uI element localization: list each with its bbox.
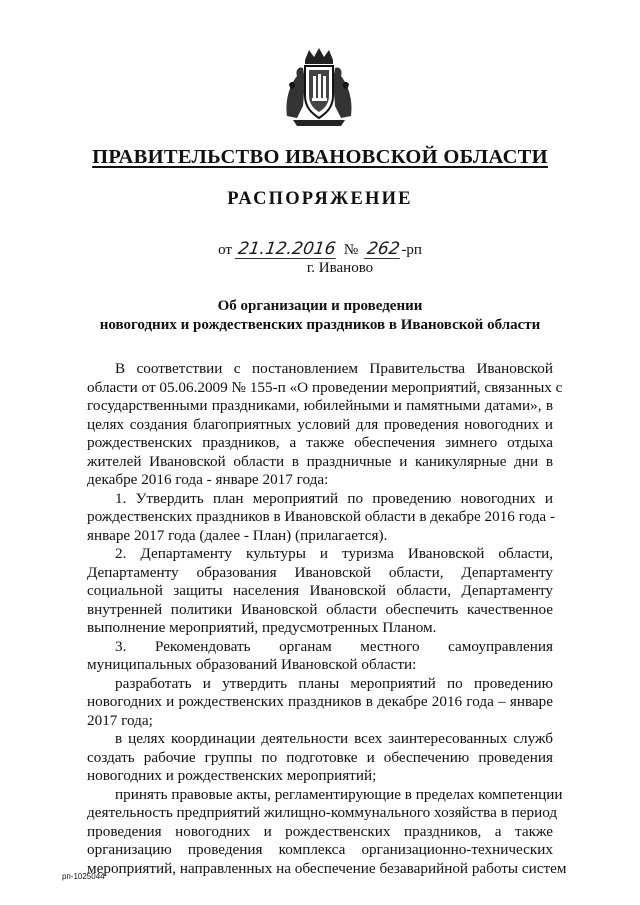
body-text [87,360,567,878]
handwritten-number: 262 [365,239,401,259]
body-line: целях создания благоприятных условий для проведения новогодних и [87,415,553,433]
body-line: декабре 2016 года - январе 2017 года: [87,471,329,488]
body-line: выполнение мероприятий, предусмотренных Планом. [87,619,437,636]
number-suffix: -рп [401,242,422,258]
body-line: социальной защиты населения Ивановской области, Департаменту [87,582,553,599]
body-line: январе 2017 года (далее - План) (прилагается). [87,526,388,544]
body-line: области от 05.06.2009 № 155-п «О проведении мероприятий, связанных с [87,378,563,396]
body-line: в целях координации деятельности всех заинтересованных служб [115,730,553,747]
body-line: новогодних и рождественских праздников в декабре 2016 года – январе [87,693,553,710]
date-number-line [0,241,640,259]
coat-of-arms-emblem [283,46,355,128]
city-line: г. Иваново [306,260,374,276]
body-line: 1. Утвердить план мероприятий по проведению новогодних и [115,489,553,507]
body-line: принять правовые акты, регламентирующие в пределах компетенции [115,785,563,803]
document-type: РАСПОРЯЖЕНИЕ [227,189,413,209]
body-line: мероприятий, направленных на обеспечение безаварийной работы систем [87,859,567,877]
body-line: проведения новогодних и рождественских праздников, а также [87,822,553,840]
handwritten-date: 21.12.2016 [236,239,337,259]
body-line: рождественских праздников, а также обеспечения зимнего отдыха [87,434,553,451]
body-line: новогодних и рождественских мероприятий; [87,767,377,784]
body-line: государственными праздниками, юбилейными и памятными датами», в [87,397,553,414]
body-line: разработать и утвердить планы мероприятий по проведению [115,674,553,692]
body-line: 2. Департаменту культуры и туризма Ивановской области, [115,545,553,562]
body-line: В соответствии с постановлением Правительства Ивановской [115,360,553,377]
body-line: рождественских праздников в Ивановской области в декабре 2016 года - [87,508,556,525]
number-sign: № [343,242,359,258]
date-prefix: от [218,242,232,258]
body-line: внутренней политики Ивановской области обеспечить качественное [87,600,553,618]
org-title [0,146,640,169]
document-subject [0,297,640,335]
body-line: организацию проведения комплекса организационно-технических [87,841,553,858]
org-title-text: ПРАВИТЕЛЬСТВО ИВАНОВСКОЙ ОБЛАСТИ [92,146,548,168]
body-line: 3. Рекомендовать органам местного самоуправления [115,637,553,655]
footer-document-code: рп-1025044 [62,872,105,881]
body-line: Департаменту образования Ивановской области, Департаменту [87,563,553,581]
body-line: создать рабочие группы по подготовке и обеспечению проведения [87,748,553,766]
body-line: деятельность предприятий жилищно-коммунального хозяйства в период [87,804,558,821]
body-line: жителей Ивановской области в праздничные и каникулярные дни в [87,452,553,470]
body-line: муниципальных образований Ивановской области: [87,656,417,673]
body-line: 2017 года; [87,711,153,729]
subject-line-1: Об организации и проведении [217,298,423,314]
subject-line-2: новогодних и рождественских праздников в Ивановской области [99,317,541,333]
